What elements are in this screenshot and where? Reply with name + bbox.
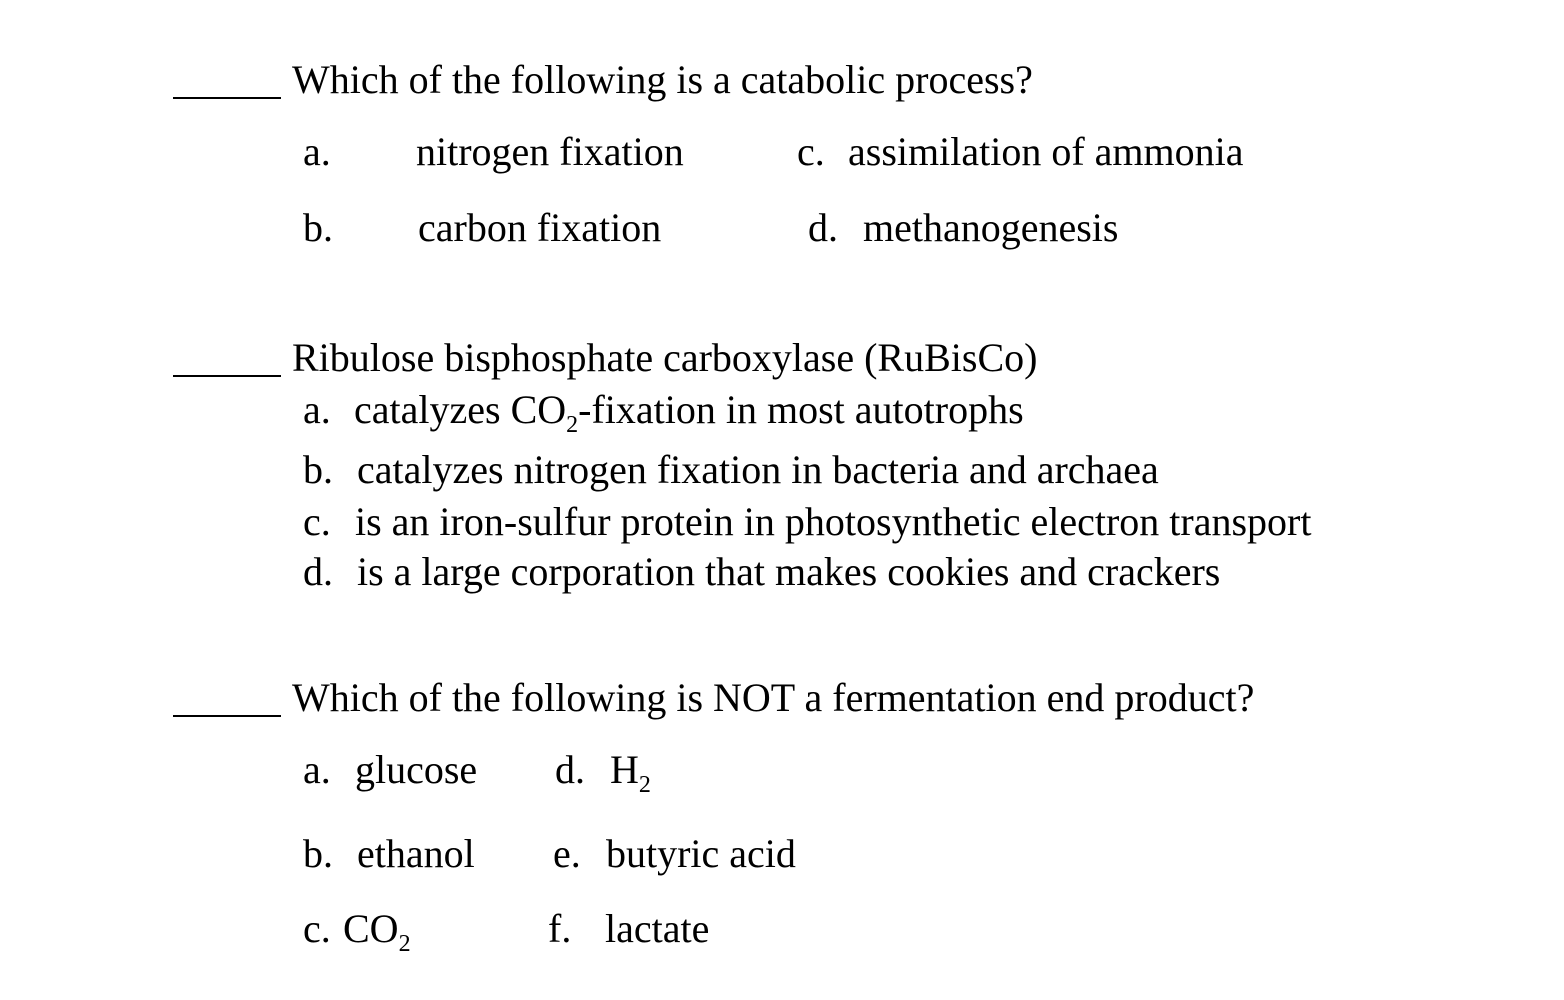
q3-option-f-text: lactate xyxy=(605,906,710,951)
q3-option-f-letter: f. xyxy=(548,906,572,951)
question-3-stem: Which of the following is NOT a fermentation end product? xyxy=(292,675,1255,720)
q3-option-b-letter: b. xyxy=(303,831,333,876)
answer-blank-q1[interactable] xyxy=(173,97,281,99)
q1-option-c-text: assimilation of ammonia xyxy=(848,129,1244,174)
q3-option-c-text: $CO_2$ xyxy=(343,906,411,957)
question-2-stem: Ribulose bisphosphate carboxylase (RuBisCo) xyxy=(292,335,1038,380)
q3-option-b-text: ethanol xyxy=(357,831,475,876)
q1-option-b-letter: b. xyxy=(303,205,333,250)
answer-blank-q2[interactable] xyxy=(173,375,281,377)
q2-option-d-letter: d. xyxy=(303,549,333,594)
q3-option-d-letter: d. xyxy=(555,747,585,792)
q2-option-a-letter: a. xyxy=(303,387,331,432)
q2-option-c-text: is an iron-sulfur protein in photosynthetic electron transport xyxy=(355,499,1312,544)
q3-option-e-letter: e. xyxy=(553,831,581,876)
q3-option-a-letter: a. xyxy=(303,747,331,792)
q1-option-d-letter: d. xyxy=(808,205,838,250)
q2-option-d-text: is a large corporation that makes cookies and crackers xyxy=(357,549,1221,594)
q3-option-c-letter: c. xyxy=(303,906,331,951)
q2-option-b-letter: b. xyxy=(303,447,333,492)
q2-option-c-letter: c. xyxy=(303,499,331,544)
answer-blank-q3[interactable] xyxy=(173,715,281,717)
q2-option-b-text: catalyzes nitrogen fixation in bacteria and archaea xyxy=(357,447,1159,492)
q1-option-b-text: carbon fixation xyxy=(418,205,662,250)
q1-option-a-letter: a. xyxy=(303,129,331,174)
q2-option-a-text: catalyzes $CO_2$-fixation in most autotrophs xyxy=(354,387,1024,438)
q3-option-a-text: glucose xyxy=(355,747,478,792)
q1-option-c-letter: c. xyxy=(797,129,825,174)
q1-option-a-text: nitrogen fixation xyxy=(416,129,684,174)
q1-option-d-text: methanogenesis xyxy=(863,205,1119,250)
question-1-stem: Which of the following is a catabolic process? xyxy=(292,57,1033,102)
q3-option-d-text: $H_2$ xyxy=(610,747,651,798)
q3-option-e-text: butyric acid xyxy=(606,831,796,876)
